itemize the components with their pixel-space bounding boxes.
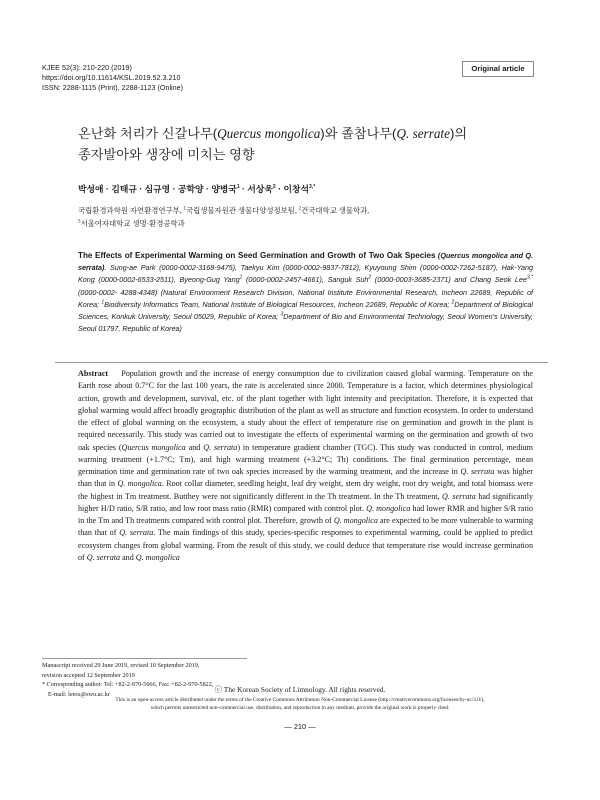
license-notice <box>30 696 570 712</box>
species-name: Q. serrata <box>460 467 495 476</box>
received-date: Manuscript received 29 June 2019, revised 10 September 2019, <box>42 662 200 669</box>
species-name: Quercus mongolica <box>121 442 186 452</box>
affiliation-marker: 1 <box>239 275 243 282</box>
page-number: — 210 — <box>284 722 316 731</box>
author-separator: · <box>203 184 212 194</box>
section-divider <box>55 362 548 363</box>
english-title-block <box>78 250 533 335</box>
affiliation-marker: 3,* <box>309 184 316 191</box>
english-affiliation: (0000-0002- 4288-4348) (Natural Environment Research Division, National Institute Environmental Research, Incheon 22689, Republic of Korea; <box>78 287 533 309</box>
species-name: Q. mongolica <box>366 503 411 513</box>
abstract-text: and <box>185 442 204 452</box>
english-authors: . Sung-ae Park (0000-0002-3168-9475), Taekyu Kim (0000-0002-9837-7812), Kyuyoung Shim (0000-0002-7262-5187), Hak-Yang Kong (0000-0002-6533-2511), Byeong-Gug Yang <box>78 263 533 285</box>
license-line: This is an open-access article distributed under the terms of the Creative Commons Attribution Non-Commercial License (http://creativecommons.org/licenses/by-nc/3.0/), <box>115 697 485 703</box>
korean-authors <box>78 182 315 195</box>
affiliation-marker: 2 <box>451 299 455 306</box>
korean-title-text: 온난화 처리가 신갈나무( <box>78 126 218 141</box>
email[interactable]: E-mail: leecs@swu.ac.kr <box>48 690 110 698</box>
author-separator: · <box>136 184 145 194</box>
affiliation: 국립환경과학원 자연환경연구부, <box>78 206 184 215</box>
korean-affiliations <box>78 204 548 230</box>
korean-title <box>78 123 548 165</box>
affiliation-marker: 2 <box>272 184 276 191</box>
citation: KJEE 52(3): 210-220 (2019) <box>42 63 132 72</box>
abstract-text: Population growth and the increase of energy consumption due to civilization caused global warming. Temperature on the Earth rose about 0.7°C for the last 100 years, the rate is accelerated since 2000. Temperature is a factor, which determines physiological action, growth and development, survival, etc. of the plant together with light intensity and precipitation. Therefore, it is expected that global warming would affect broadly geographic distribution of the plant as well as structure and function ecosystem. In order to understand the effect of global warming on the ecosystem, a study about the effect of temperature rise on germination and growth in the plant is required necessarily. This study was carried out to investigate the effects of experimental warming on the germination and growth of two oak species ( <box>78 369 533 452</box>
english-affiliation: Biodiversity Informatics Team, National Institute of Biological Resources, Incheon 22689, Republic of Korea; <box>104 299 452 309</box>
affiliation-marker: 2 <box>368 275 372 282</box>
affiliation: 국립생물자원관 생물다양성정보팀, <box>186 206 299 215</box>
issn: ISSN: 2288-1115 (Print), 2288-1123 (Online) <box>42 83 184 92</box>
abstract-text: had lower RMR and higher S/R ratio in the Tm and Th treatments compared with control plot. Therefore, growth of <box>78 503 534 525</box>
copyright: ⓒ The Korean Society of Limnology. All rights reserved. <box>214 685 386 694</box>
abstract-text: . The main findings of this study, species-specific responses to experimental warming, could be applied to predict ecosystem changes from global warming. From the result of this study, we could deduce that temperature rise would increase germination of <box>78 528 533 562</box>
journal-info <box>42 63 183 93</box>
author-separator: · <box>239 184 248 194</box>
english-title: The Effects of Experimental Warming on Seed Germination and Growth of Two Oak Species <box>78 251 436 260</box>
abstract-text: ) in temperature gradient chamber (TGC). This study was conducted in control, medium warming treatment (+1.7°C; Tm), and high warming treatment (+3.2°C; Th) conditions. The final germination percentage, mean germination time and germination rate of two oak species increased by the warming treatment, and the increase in <box>78 442 533 476</box>
author-separator: · <box>103 184 112 194</box>
species-name: Q. serrata <box>119 528 154 538</box>
affiliation: 건국대학교 생물학과, <box>301 206 370 215</box>
affiliation-marker: 3,* <box>526 275 533 282</box>
affiliation-marker: 1 <box>183 206 186 212</box>
english-affiliation: Department of Biological Sciences, Konkuk University, Seoul 05029, Republic of Korea; <box>78 299 533 322</box>
doi-link[interactable]: https://doi.org/10.11614/KSL.2019.52.3.210 <box>42 73 181 82</box>
abstract-text: . Root collar diameter, seedling height, leaf dry weight, stem dry weight, root dry weight, and total biomass were the highest in Tm treatment. Butthey were not significantly different in the Th treatment. In the Th treatment, <box>78 479 534 501</box>
english-title-species: (Quercus mongolica and Q. serrata) <box>78 251 534 273</box>
author-name: 서상욱 <box>247 184 273 194</box>
abstract-text: had significantly higher H/D ratio, S/R ratio, and low root mass ratio (RMR) compared with control plot. <box>78 491 534 513</box>
species-name: Q. mongolica <box>117 479 162 489</box>
author-name: 양병국 <box>211 184 237 194</box>
affiliation: 서울여자대학교 생명·환경공학과 <box>80 219 185 228</box>
author-name: 박성애 <box>78 184 104 194</box>
species-name: Q. serrata <box>86 552 121 562</box>
english-authors: (0000-0003-3685-2371) and Chang Seok Lee <box>371 275 527 285</box>
species-name: Q. serrate <box>396 126 450 141</box>
species-name: Quercus mongolica <box>217 126 321 141</box>
license-line: which permits unrestricted non-commercial use, distribution, and reproduction in any medium, provide the original work is properly cited. <box>150 705 450 711</box>
article-type-badge: Original article <box>462 61 534 77</box>
abstract <box>78 368 533 564</box>
species-name: Q. serrata <box>203 442 238 452</box>
corresponding-author: * Corresponding author: Tel: +82-2-970-5666, Fax: +82-2-970-5822, <box>42 681 214 688</box>
species-name: Q. mongolica <box>333 516 378 525</box>
author-separator: · <box>275 184 284 194</box>
korean-title-line2: 종자발아와 생장에 미치는 영향 <box>78 147 255 162</box>
author-name: 김태규 <box>111 184 137 194</box>
abstract-text: and <box>120 552 136 562</box>
author-name: 이창석 <box>283 184 310 194</box>
author-name: 심규영 <box>144 184 171 194</box>
affiliation-marker: 1 <box>101 299 105 306</box>
affiliation-marker: 1 <box>236 184 240 191</box>
korean-title-text: )와 졸참나무( <box>320 126 397 141</box>
english-authors: (0000-0002-2457-4661), Sanguk Suh <box>242 275 369 285</box>
abstract-text: was higher than that in <box>78 467 534 489</box>
korean-title-text: )의 <box>449 126 468 141</box>
abstract-text: are expected to be more vulnerable to warming than that of <box>78 516 533 538</box>
affiliation-marker: 3 <box>78 219 81 225</box>
author-name: 공학양 <box>177 184 204 194</box>
english-affiliation: Department of Bio and Environmental Technology, Seoul Women's University, Seoul 01797, Republic of Korea) <box>78 312 533 334</box>
affiliation-marker: 3 <box>280 311 284 318</box>
accepted-date: revision accepted 12 September 2019 <box>42 671 135 679</box>
author-separator: · <box>170 184 178 194</box>
species-name: Q. serrata <box>442 491 476 501</box>
affiliation-marker: 2 <box>298 206 302 212</box>
species-name: Q. mongolica <box>135 552 180 562</box>
abstract-label: Abstract <box>78 369 109 378</box>
footnote-divider <box>42 658 247 659</box>
